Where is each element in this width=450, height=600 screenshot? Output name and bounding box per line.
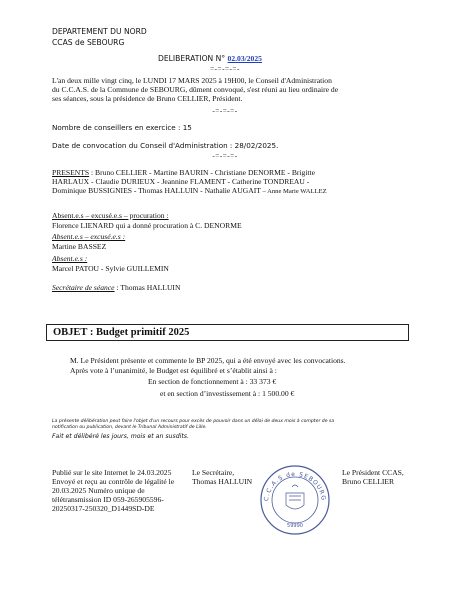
ccas-title: CCAS de SEBOURG bbox=[52, 38, 125, 47]
publication-block bbox=[52, 468, 202, 513]
presents-line-2: HARLAUX - Claudie DURIEUX - Jeannine FLAMENT - Catherine TONDREAU - bbox=[52, 177, 310, 186]
secretary-name: Thomas HALLUIN bbox=[192, 477, 253, 486]
presents-line-1: : Bruno CELLIER - Martine BAURIN - Christiane DENORME - Brigitte bbox=[89, 168, 316, 177]
absent-label: Absent.e.s : bbox=[52, 254, 88, 263]
president-title: Le Président CCAS, bbox=[342, 468, 404, 477]
objet-title: OBJET : Budget primitif 2025 bbox=[53, 327, 190, 338]
presents-line-3: Dominique BUSSIGNIES - Thomas HALLUIN - Nathalie AUGAIT bbox=[52, 186, 261, 195]
excused-label: Absent.e.s – excusé.e.s : bbox=[52, 232, 126, 241]
proxy-label: Absent.e.s – excusé.e.s – procuration : bbox=[52, 211, 169, 220]
stamp-code: 59990 bbox=[287, 523, 303, 529]
president-name: Bruno CELLIER bbox=[342, 477, 395, 486]
ccas-stamp bbox=[258, 463, 332, 537]
excused-line: Martine BASSEZ bbox=[52, 242, 107, 251]
published-line-2: Envoyé et reçu au contrôle de légalité le bbox=[52, 477, 175, 486]
presents-block bbox=[52, 168, 422, 196]
presents-label: PRESENTS bbox=[52, 168, 90, 177]
recourse-notice bbox=[52, 419, 412, 431]
deliberation-number-link[interactable]: 02.03/2025 bbox=[227, 54, 262, 63]
body-line-4: et en section d’investissement à : 1 500.00 € bbox=[160, 389, 295, 398]
members-count: Nombre de conseillers en exercice : 15 bbox=[52, 123, 192, 132]
body-line-2: Après vote à l’unanimité, le Budget est équilibré et s’établit ainsi à : bbox=[70, 366, 277, 375]
secretary-value: : Thomas HALLUIN bbox=[114, 283, 181, 292]
proxy-line: Florence LIENARD qui a donné procuration à C. DENORME bbox=[52, 221, 242, 230]
intro-line-3: ses séances, sous la présidence de Bruno CELLIER, Président. bbox=[52, 94, 243, 103]
secretary-title: Le Secrétaire, bbox=[192, 468, 235, 477]
secretary-label: Secrétaire de séance bbox=[52, 283, 115, 292]
president-signature-block bbox=[342, 468, 404, 486]
published-line-1: Publié sur le site Internet le 24.03.2025 bbox=[52, 468, 172, 477]
separator-1: =-=-=-=- bbox=[210, 65, 240, 73]
published-line-4: télétransmission ID 059-265905596- bbox=[52, 495, 164, 504]
intro-paragraph bbox=[52, 76, 412, 103]
deliberation-heading bbox=[158, 54, 262, 63]
separator-2: -=-=-=- bbox=[212, 107, 238, 115]
intro-line-1: L'an deux mille vingt cinq, le LUNDI 17 MARS 2025 à 19H00, le Conseil d'Administration bbox=[52, 76, 332, 85]
absent-line: Marcel PATOU - Sylvie GUILLEMIN bbox=[52, 264, 169, 273]
body-line-3: En section de fonctionnement à : 33 373 € bbox=[148, 377, 277, 386]
body-line-1: M. Le Président présente et commente le BP 2025, qui a été envoyé avec les convocations. bbox=[70, 356, 346, 365]
deliberation-label: DELIBERATION N° bbox=[158, 54, 226, 63]
notice-line-1: La présente délibération peut faire l'objet d'un recours pour excès de pouvoir dans un délai de deux mois à compter de sa bbox=[52, 419, 335, 424]
published-line-3: 20.03.2025 Numéro unique de bbox=[52, 486, 145, 495]
presents-line-3-extra: – Anne Marie WALLEZ bbox=[260, 188, 327, 195]
stamp-text: C.C.A.S de SEBOURG bbox=[262, 470, 328, 502]
published-line-5: 20250317-250320_D1449SD-DE bbox=[52, 504, 155, 513]
objet-box bbox=[46, 324, 409, 341]
secretary-line bbox=[52, 283, 180, 292]
separator-3: -=-=-=- bbox=[212, 152, 238, 160]
department-title: DEPARTEMENT DU NORD bbox=[52, 27, 147, 36]
notice-line-2: notification ou publication, devant le Tribunal Administratif de Lille. bbox=[52, 425, 207, 430]
notice-line-3: Fait et délibéré les jours, mois et an susdits. bbox=[52, 433, 189, 440]
convocation-date: Date de convocation du Conseil d'Administration : 28/02/2025. bbox=[52, 141, 279, 150]
intro-line-2: du C.C.A.S. de la Commune de SEBOURG, dûment convoqué, s'est réuni au lieu ordinaire de bbox=[52, 85, 339, 94]
secretary-signature-block bbox=[192, 468, 252, 486]
